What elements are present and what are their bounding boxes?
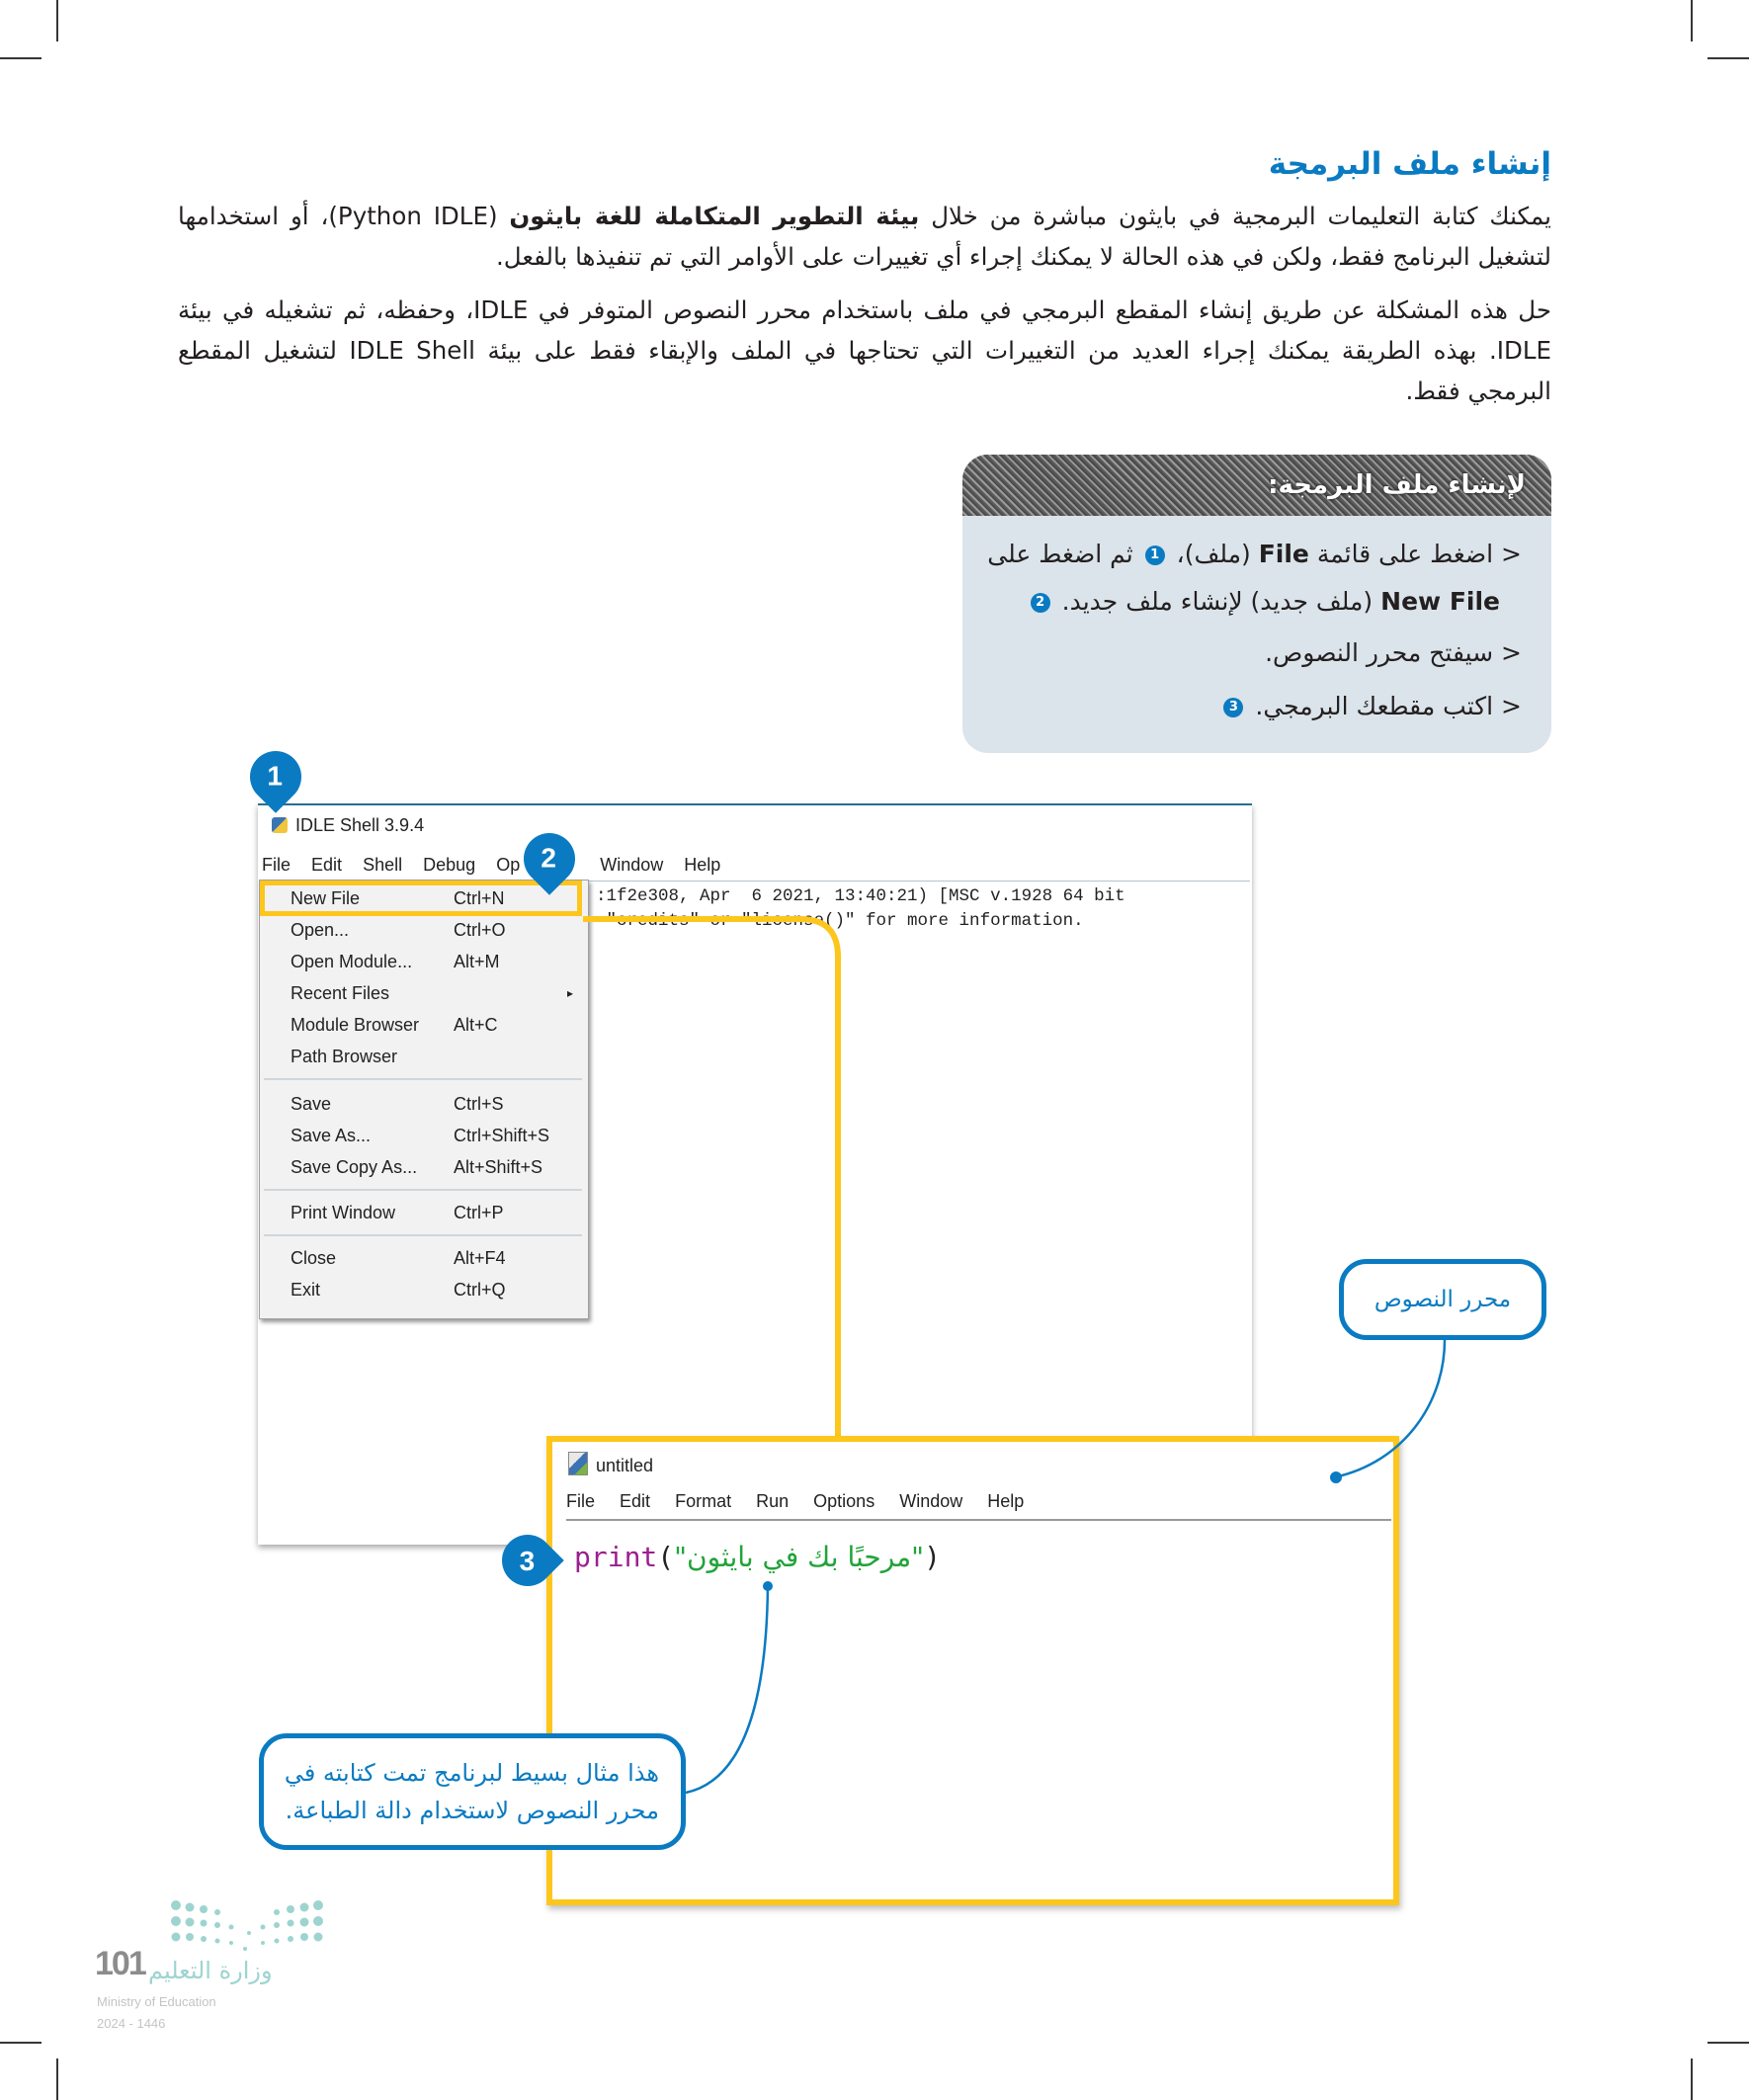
- menu-item-open-module[interactable]: [291, 946, 577, 977]
- menu-options[interactable]: Op: [496, 855, 521, 875]
- menu-item-close[interactable]: [291, 1242, 577, 1274]
- shell-menubar: [262, 855, 1250, 882]
- step-badge-3: 3: [1223, 698, 1243, 717]
- menu-window[interactable]: Window: [600, 855, 664, 875]
- callout-line: هذا مثال بسيط لبرنامج تمت كتابته في: [284, 1759, 659, 1787]
- step-bold: File: [1258, 540, 1309, 568]
- crop-mark: [0, 2042, 42, 2044]
- steps-header: لإنشاء ملف البرمجة:: [962, 455, 1551, 516]
- marker-number: 2: [541, 842, 557, 874]
- crop-mark: [56, 2058, 58, 2100]
- menu-file[interactable]: File: [262, 855, 292, 875]
- menu-item-shortcut: Ctrl+O: [454, 920, 506, 940]
- step-bold: New File: [1380, 587, 1500, 616]
- menu-item-shortcut: Ctrl+S: [454, 1094, 504, 1114]
- code-line[interactable]: [574, 1541, 941, 1573]
- file-menu-dropdown: [259, 880, 589, 1319]
- menu-edit[interactable]: Edit: [311, 855, 343, 875]
- crop-mark: [0, 57, 42, 59]
- menu-item-recent-files[interactable]: [291, 977, 577, 1009]
- crop-mark: [1691, 2058, 1693, 2100]
- shell-title: IDLE Shell 3.9.4: [295, 815, 425, 835]
- python-file-icon: [568, 1452, 588, 1475]
- step-2: < سيفتح محرر النصوص.: [1265, 638, 1522, 667]
- paragraph-bold-term: بيئة التطوير المتكاملة للغة بايثون: [509, 202, 920, 230]
- menu-item-label: Close: [291, 1248, 337, 1268]
- menu-help[interactable]: Help: [684, 855, 721, 875]
- paragraph-text: يمكنك كتابة التعليمات البرمجية في بايثون مباشرة من خلال: [919, 202, 1551, 230]
- code-paren: ): [924, 1541, 941, 1573]
- menu-debug[interactable]: Debug: [423, 855, 476, 875]
- ministry-name-arabic: وزارة التعليم: [148, 1957, 273, 1984]
- menu-item-shortcut: Alt+Shift+S: [454, 1157, 543, 1177]
- menu-item-save-as[interactable]: [291, 1120, 577, 1151]
- python-icon: [272, 817, 288, 833]
- new-file-highlight: [260, 881, 582, 916]
- editor-menu-format[interactable]: Format: [675, 1491, 732, 1511]
- intro-paragraph: [178, 196, 1551, 277]
- step-3: [968, 684, 1522, 729]
- step-1: [968, 532, 1522, 577]
- menu-item-label: Save Copy As...: [291, 1157, 418, 1177]
- crop-mark: [1691, 0, 1693, 42]
- editor-titlebar: [568, 1452, 653, 1476]
- step-text: (ملف)،: [1168, 540, 1259, 568]
- section-title: إنشاء ملف البرمجة: [1268, 146, 1551, 182]
- code-keyword: print: [574, 1541, 658, 1573]
- solution-paragraph: حل هذه المشكلة عن طريق إنشاء المقطع البرمجي في ملف باستخدام محرر النصوص المتوفر في IDLE، وحفظه، ثم تشغيله في بيئة IDLE. بهذه الطريقة يمكنك إجراء العديد من التغييرات التي تحتاجها في الملف والإبقاء فقط على بيئة IDLE Shell لتشغيل المقطع البرمجي فقط.: [178, 295, 1551, 405]
- step-badge-2: 2: [1031, 593, 1050, 613]
- menu-item-save[interactable]: [291, 1088, 577, 1120]
- menu-item-save-copy-as[interactable]: [291, 1151, 577, 1183]
- submenu-arrow-icon: ▸: [567, 986, 574, 1000]
- crop-mark: [1707, 2042, 1749, 2044]
- editor-menu-help[interactable]: Help: [987, 1491, 1025, 1511]
- shell-output-line: :1f2e308, Apr 6 2021, 13:40:21) [MSC v.1928 64 bit: [596, 886, 1125, 906]
- crop-mark: [56, 0, 58, 42]
- menu-item-label: Open...: [291, 920, 350, 940]
- ministry-name-english: Ministry of Education: [97, 1994, 216, 2009]
- menu-item-shortcut: Ctrl+Q: [454, 1280, 506, 1300]
- marker-number: 3: [519, 1545, 536, 1576]
- menu-item-open[interactable]: [291, 914, 577, 946]
- menu-separator: [264, 1234, 582, 1236]
- editor-menu-edit[interactable]: Edit: [620, 1491, 651, 1511]
- menu-item-label: Open Module...: [291, 952, 413, 971]
- menu-item-path-browser[interactable]: [291, 1041, 577, 1072]
- menu-item-shortcut: Ctrl+N: [454, 888, 505, 908]
- step-text: < اكتب مقطعك البرمجي.: [1247, 692, 1522, 720]
- editor-menu-file[interactable]: File: [566, 1491, 596, 1511]
- highlight-connector-line: [583, 889, 850, 1443]
- editor-menubar: [566, 1491, 1391, 1521]
- menu-item-shortcut: Alt+F4: [454, 1248, 506, 1268]
- menu-item-label: Save: [291, 1094, 332, 1114]
- page-number: 101: [95, 1945, 145, 1982]
- menu-shell[interactable]: Shell: [363, 855, 403, 875]
- step-text: ثم اضغط على: [987, 540, 1141, 568]
- callout-line: محرر النصوص لاستخدام دالة الطباعة.: [285, 1797, 659, 1824]
- menu-item-label: Module Browser: [291, 1015, 420, 1035]
- menu-item-label: Exit: [291, 1280, 321, 1300]
- step-text: (ملف جديد) لإنشاء ملف جديد.: [1053, 587, 1381, 616]
- code-string: "مرحبًا بك في بايثون": [674, 1541, 925, 1573]
- editor-menu-window[interactable]: Window: [899, 1491, 963, 1511]
- menu-item-label: New File: [291, 888, 361, 908]
- shell-titlebar: [272, 815, 424, 836]
- step-text: < اضغط على قائمة: [1308, 540, 1522, 568]
- step-marker-1: [239, 740, 312, 813]
- menu-item-label: Print Window: [291, 1203, 396, 1222]
- menu-item-exit[interactable]: [291, 1274, 577, 1305]
- callout-text-editor: محرر النصوص: [1339, 1259, 1546, 1340]
- menu-item-shortcut: Alt+C: [454, 1015, 498, 1035]
- menu-separator: [264, 1078, 582, 1080]
- editor-menu-options[interactable]: Options: [813, 1491, 875, 1511]
- menu-item-shortcut: Ctrl+Shift+S: [454, 1126, 550, 1145]
- menu-item-shortcut: Alt+M: [454, 952, 500, 971]
- crop-mark: [1707, 57, 1749, 59]
- marker-number: 1: [267, 760, 284, 792]
- editor-menu-run[interactable]: Run: [756, 1491, 790, 1511]
- shell-output-line: "credits" or "license()" for more information.: [596, 911, 1084, 931]
- editor-title: untitled: [596, 1456, 654, 1475]
- menu-item-print-window[interactable]: [291, 1197, 577, 1228]
- menu-item-label: Path Browser: [291, 1047, 398, 1066]
- menu-separator: [264, 1189, 582, 1191]
- menu-item-label: Save As...: [291, 1126, 372, 1145]
- ministry-logo-icon: [168, 1897, 326, 1957]
- academic-year: 2024 - 1446: [97, 2016, 166, 2031]
- menu-item-module-browser[interactable]: [291, 1009, 577, 1041]
- menu-item-label: Recent Files: [291, 983, 390, 1003]
- steps-box: [962, 455, 1551, 753]
- step-1-continued: [962, 579, 1500, 625]
- step-badge-1: 1: [1145, 546, 1165, 565]
- code-paren: (: [657, 1541, 675, 1573]
- callout-print-example: [259, 1733, 686, 1850]
- paragraph-text: (Python IDLE)، أو استخدامها لتشغيل البرنامج فقط، ولكن في هذه الحالة لا يمكنك إجراء أي تغييرات على الأوامر التي تم تنفيذها بالفعل.: [178, 202, 1551, 271]
- menu-item-shortcut: Ctrl+P: [454, 1203, 504, 1222]
